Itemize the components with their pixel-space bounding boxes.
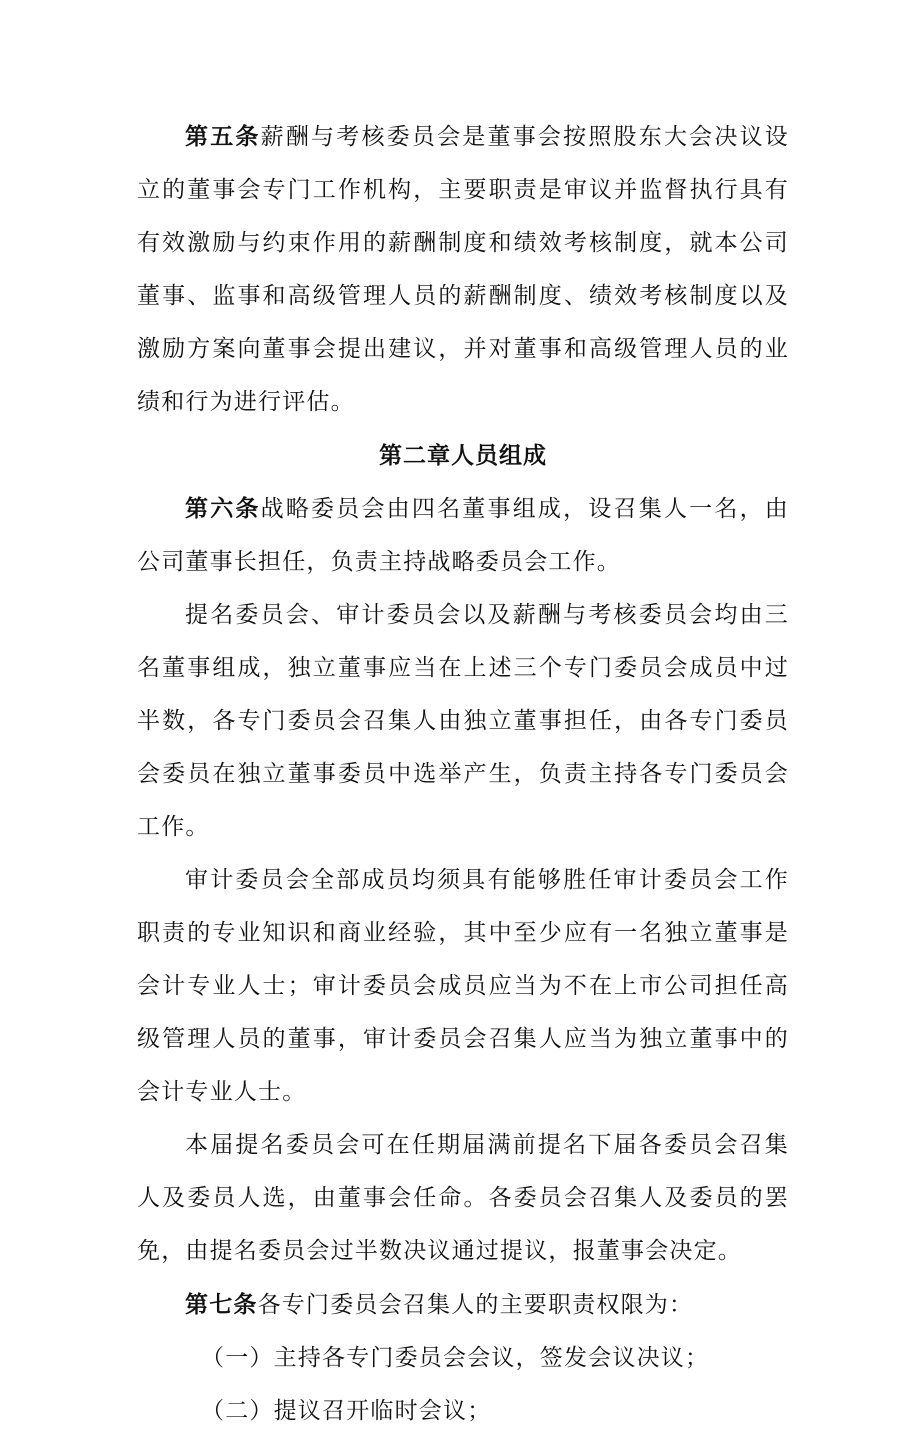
paragraph-nomination-term: 本届提名委员会可在任期届满前提名下届各委员会召集人及委员人选，由董事会任命。各委员会召集人及委员的罢免，由提名委员会过半数决议通过提议，报董事会决定。 — [137, 1132, 789, 1264]
paragraph-audit-committee: 审计委员会全部成员均须具有能够胜任审计委员会工作职责的专业知识和商业经验，其中至少应有一名独立董事是会计专业人士；审计委员会成员应当为不在上市公司担任高级管理人员的董事，审计委员会召集人应当为独立董事中的会计专业人士。 — [137, 867, 789, 1105]
article-5-paragraph — [137, 110, 789, 429]
article-6-paragraph — [137, 482, 789, 589]
article-7-label: 第七条 — [185, 1291, 258, 1318]
article-6-text: 战略委员会由四名董事组成，设召集人一名，由公司董事长担任，负责主持战略委员会工作。 — [137, 496, 789, 575]
paragraph-committee-composition: 提名委员会、审计委员会以及薪酬与考核委员会均由三名董事组成，独立董事应当在上述三个专门委员会成员中过半数，各专门委员会召集人由独立董事担任，由各专门委员会委员在独立董事委员中选举产生，负责主持各专门委员会工作。 — [137, 602, 789, 840]
chapter-2-heading: 第二章人员组成 — [379, 442, 547, 469]
article-5-text: 薪酬与考核委员会是董事会按照股东大会决议设立的董事会专门工作机构，主要职责是审议并监督执行具有有效激励与约束作用的薪酬制度和绩效考核制度，就本公司董事、监事和高级管理人员的薪酬制度、绩效考核制度以及激励方案向董事会提出建议，并对董事和高级管理人员的业绩和行为进行评估。 — [137, 124, 789, 415]
list-item: （二）提议召开临时会议； — [201, 1398, 492, 1424]
article-5-label: 第五条 — [185, 123, 261, 150]
article-7-paragraph — [137, 1278, 789, 1332]
document-body — [137, 110, 789, 1438]
article-7-text: 各专门委员会召集人的主要职责权限为： — [257, 1292, 694, 1318]
list-item: （一）主持各专门委员会会议，签发会议决议； — [201, 1345, 710, 1371]
article-6-label: 第六条 — [185, 495, 261, 522]
